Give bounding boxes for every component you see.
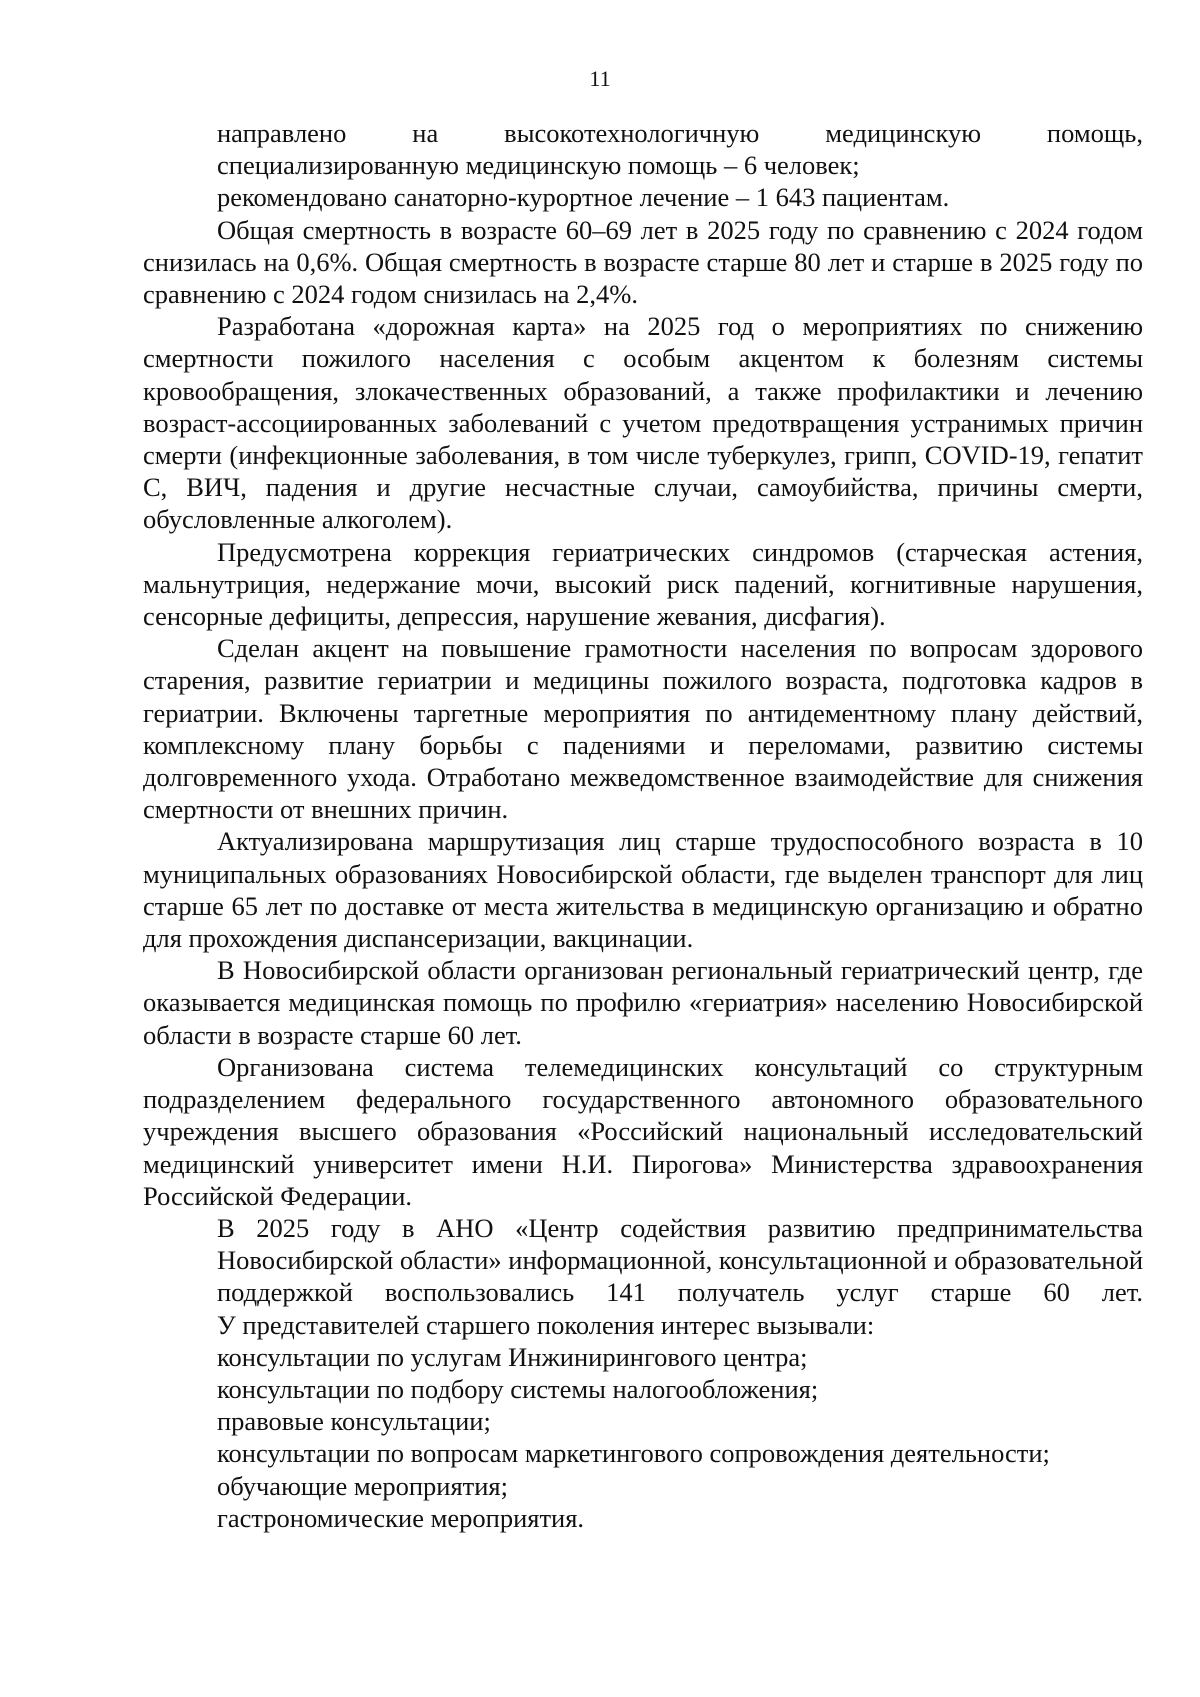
paragraph-routing: Актуализирована маршрутизация лиц старше трудоспособного возраста в 10 муниципальных образованиях Новосибирской области, где выделен транспорт для лиц старше 65 лет по доставке от места жительства в медицинскую организацию и обратно для прохождения диспансеризации, вакцинации. xyxy=(143,826,1143,954)
paragraph-line: В 2025 году в АНО «Центр содействия развитию предпринимательства xyxy=(217,1212,1143,1243)
paragraph-line: направлено на высокотехнологичную медицинскую помощь, xyxy=(217,118,1143,148)
page-number: 11 xyxy=(589,66,611,91)
paragraph-healthy-aging: Сделан акцент на повышение грамотности населения по вопросам здорового старения, развитие гериатрии и медицины пожилого возраста, подготовка кадров в гериатрии. Включены таргетные мероприятия по антидементному плану действий, комплексному плану борьбы с падениями и переломами, развитию системы долговременного ухода. Отработано межведомственное взаимодействие для снижения смертности от внешних причин. xyxy=(143,633,1143,825)
paragraph-line: специализированную медицинскую помощь – 6 человек; xyxy=(217,150,860,181)
list-item: правовые консультации; xyxy=(217,1406,491,1437)
paragraph-line: Новосибирской области» информационной, консультационной и образовательной xyxy=(217,1245,1144,1276)
interest-list xyxy=(143,1341,1143,1534)
list-item: консультации по подбору системы налогообложения; xyxy=(217,1373,819,1404)
list-item: обучающие мероприятия; xyxy=(217,1470,508,1501)
paragraph-line: поддержкой воспользовались 141 получатель услуг старше 60 лет. xyxy=(217,1277,1143,1308)
paragraph-telemedicine: Организована система телемедицинских консультаций со структурным подразделением федерального государственного автономного образовательного учреждения высшего образования «Российский национальный исследовательский медицинский университет имени Н.И. Пирогова» Министерства здравоохранения Российской Федерации. xyxy=(143,1051,1143,1211)
paragraph-hightech-care xyxy=(143,117,1143,181)
document-body xyxy=(143,117,1143,1534)
list-item: гастрономические мероприятия. xyxy=(217,1502,585,1533)
paragraph-mortality: Общая смертность в возрасте 60–69 лет в 2025 году по сравнению с 2024 годом снизилась на 0,6%. Общая смертность в возрасте старше 80 лет и старше в 2025 году по сравнению с 2024 годом снизилась на 2,4%. xyxy=(143,214,1143,310)
paragraph-geriatric-syndromes: Предусмотрена коррекция гериатрических синдромов (старческая астения, мальнутриция, недержание мочи, высокий риск падений, когнитивные нарушения, сенсорные дефициты, депрессия, нарушение жевания, дисфагия). xyxy=(143,536,1143,632)
paragraph-geriatric-center: В Новосибирской области организован региональный гериатрический центр, где оказывается медицинская помощь по профилю «гериатрия» населению Новосибирской области в возрасте старше 60 лет. xyxy=(143,955,1143,1050)
paragraph-entrepreneurship xyxy=(143,1212,1143,1341)
paragraph-sanatorium: рекомендовано санаторно-курортное лечение – 1 643 пациентам. xyxy=(217,182,950,213)
list-item: консультации по услугам Инжинирингового центра; xyxy=(217,1341,808,1372)
paragraph-roadmap: Разработана «дорожная карта» на 2025 год о мероприятиях по снижению смертности пожилого населения с особым акцентом к болезням системы кровообращения, злокачественных образований, а также профилактики и лечению возраст-ассоциированных заболеваний с учетом предотвращения устранимых причин смерти (инфекционные заболевания, в том числе туберкулез, грипп, COVID-19, гепатит С, ВИЧ, падения и другие несчастные случаи, самоубийства, причины смерти, обусловленные алкоголем). xyxy=(143,311,1143,535)
list-item: консультации по вопросам маркетингового сопровождения деятельности; xyxy=(217,1438,1050,1469)
paragraph-line: У представителей старшего поколения интерес вызывали: xyxy=(217,1309,875,1340)
